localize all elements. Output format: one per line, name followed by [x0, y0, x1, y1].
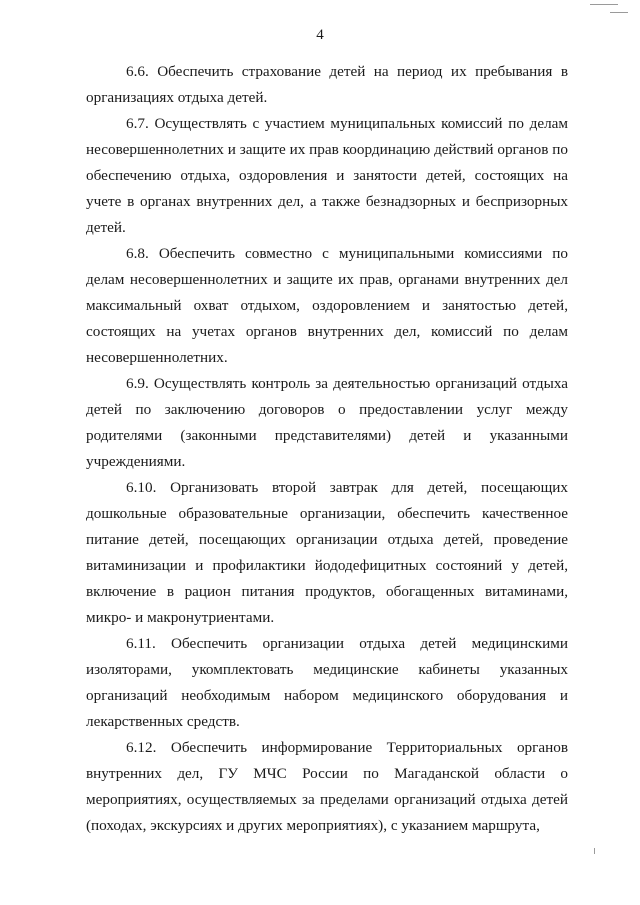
paragraph-line: мероприятиях, осуществляемых за пределами организаций отдыха детей — [86, 791, 568, 808]
paragraph-line: включение в рацион питания продуктов, обогащенных витаминами, — [86, 583, 568, 600]
paragraph-line: 6.10. Организовать второй завтрак для детей, посещающих — [126, 479, 568, 496]
paragraph-6-7 — [86, 111, 568, 241]
paragraph-line: делам несовершеннолетних и защите их прав, органами внутренних дел — [86, 271, 568, 288]
paragraph-line: детей. — [86, 219, 126, 236]
paragraph-line: 6.7. Осуществлять с участием муниципальных комиссий по делам — [126, 115, 568, 132]
paragraph-line: 6.11. Обеспечить организации отдыха детей медицинскими — [126, 635, 568, 652]
paragraph-line: состоящих на учетах органов внутренних дел, комиссий по делам — [86, 323, 568, 340]
paragraph-line: внутренних дел, ГУ МЧС России по Магаданской области о — [86, 765, 568, 782]
paragraph-line: учете в органах внутренних дел, а также безнадзорных и беспризорных — [86, 193, 568, 210]
paragraph-line: детей по заключению договоров о предоставлении услуг между — [86, 401, 568, 418]
paragraph-line: изоляторами, укомплектовать медицинские кабинеты указанных — [86, 661, 568, 678]
paragraph-6-11 — [86, 631, 568, 735]
paragraph-line: несовершеннолетних. — [86, 349, 228, 366]
paragraph-line: максимальный охват отдыхом, оздоровлением и занятостью детей, — [86, 297, 568, 314]
paragraph-line: 6.8. Обеспечить совместно с муниципальными комиссиями по — [126, 245, 568, 262]
paragraph-line: организациях отдыха детей. — [86, 89, 268, 106]
paragraph-line: дошкольные образовательные организации, обеспечить качественное — [86, 505, 568, 522]
paragraph-line: микро- и макронутриентами. — [86, 609, 275, 626]
paragraph-line: несовершеннолетних и защите их прав координацию действий органов по — [86, 141, 568, 158]
paragraph-line: (походах, экскурсиях и других мероприятиях), с указанием маршрута, — [86, 817, 540, 834]
paragraph-line: лекарственных средств. — [86, 713, 240, 730]
paragraph-6-12 — [86, 735, 568, 839]
paragraph-line: организаций необходимым набором медицинского оборудования и — [86, 687, 568, 704]
page-number: 4 — [316, 27, 324, 43]
scan-artifact — [610, 12, 628, 13]
paragraph-line: питание детей, посещающих организации отдыха детей, проведение — [86, 531, 568, 548]
document-body — [86, 59, 568, 839]
paragraph-6-9 — [86, 371, 568, 475]
paragraph-6-8 — [86, 241, 568, 371]
paragraph-line: обеспечению отдыха, оздоровления и занятости детей, состоящих на — [86, 167, 568, 184]
paragraph-line: родителями (законными представителями) детей и указанными — [86, 427, 568, 444]
paragraph-line: 6.12. Обеспечить информирование Территориальных органов — [126, 739, 568, 756]
paragraph-line: витаминизации и профилактики йододефицитных состояний у детей, — [86, 557, 568, 574]
paragraph-line: 6.6. Обеспечить страхование детей на период их пребывания в — [126, 63, 568, 80]
paragraph-6-6 — [86, 59, 568, 111]
scan-artifact — [594, 848, 595, 854]
paragraph-line: учреждениями. — [86, 453, 186, 470]
paragraph-6-10 — [86, 475, 568, 631]
paragraph-line: 6.9. Осуществлять контроль за деятельностью организаций отдыха — [126, 375, 568, 392]
scan-artifact — [590, 4, 618, 5]
